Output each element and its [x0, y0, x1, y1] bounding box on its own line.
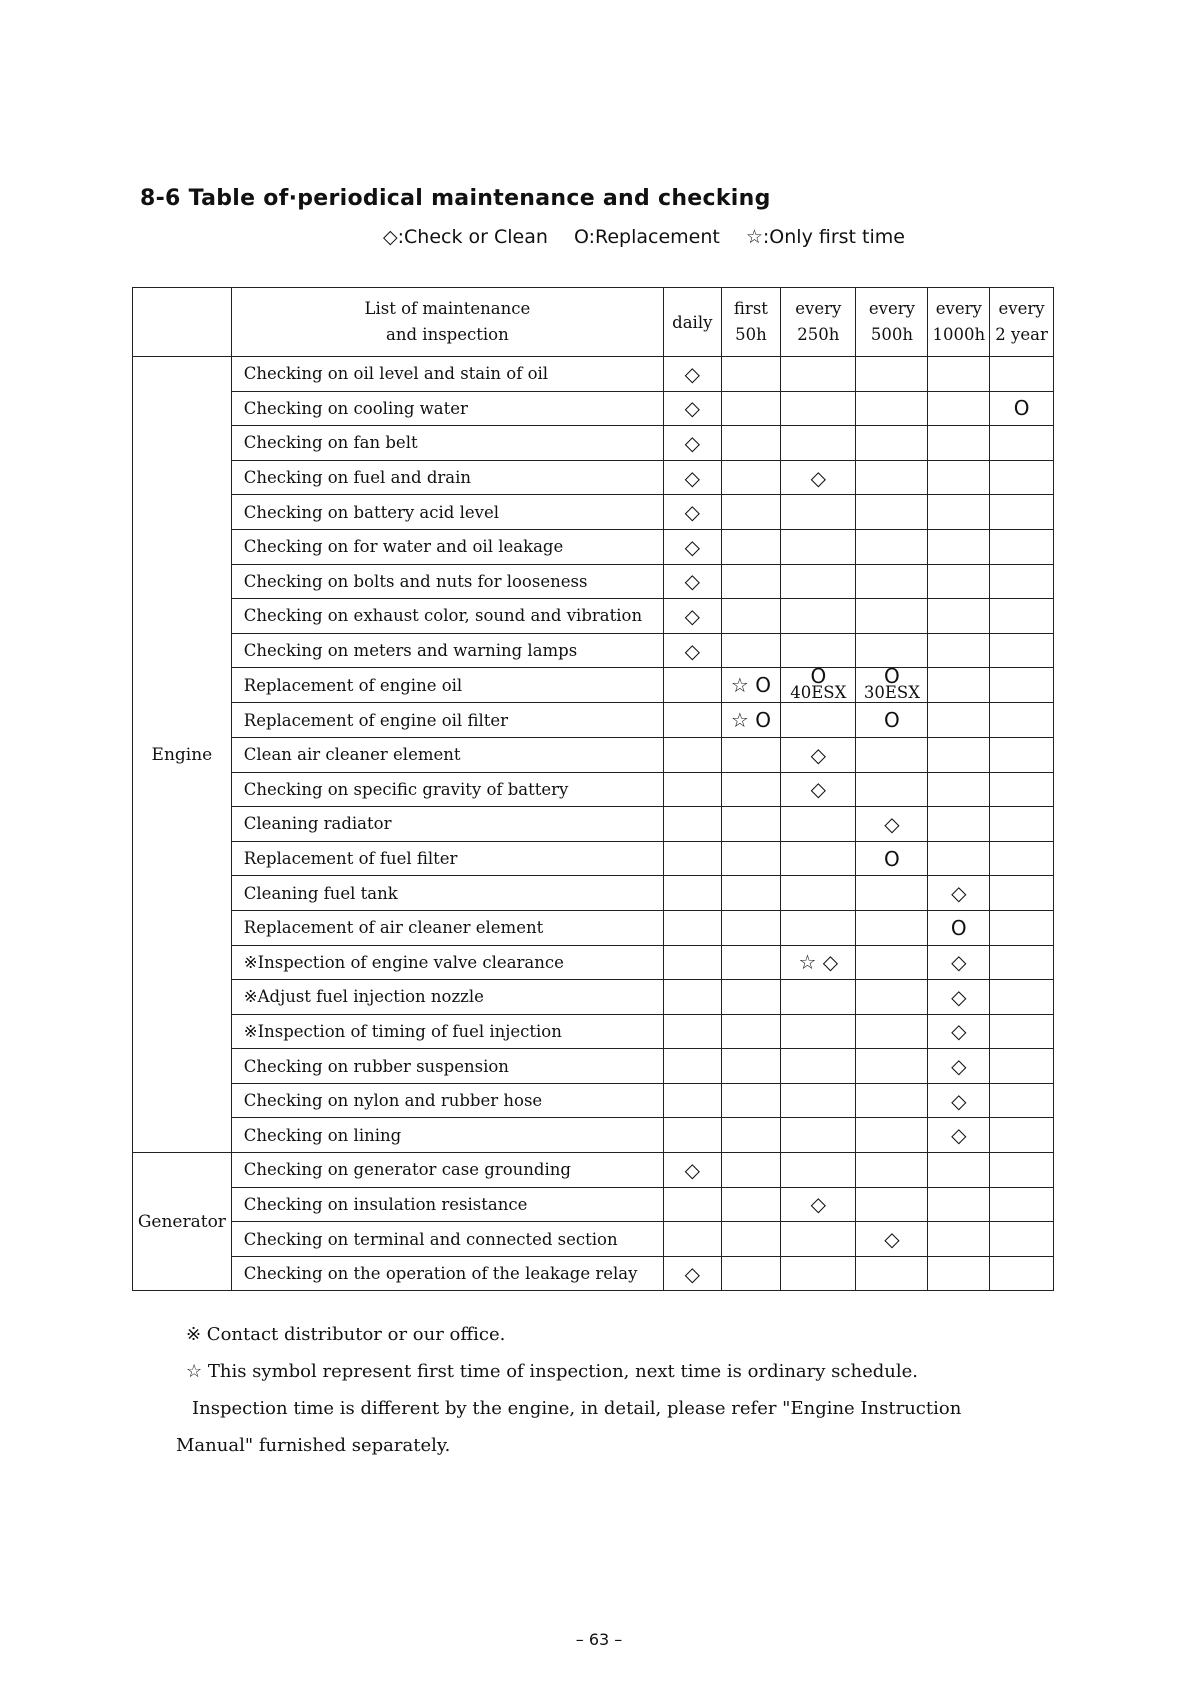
header-first-50h-line1: first: [733, 299, 768, 318]
mark-first-50h: [721, 876, 781, 911]
table-row: [133, 1083, 1054, 1118]
table-row: [133, 703, 1054, 738]
page-number: – 63 –: [575, 1630, 623, 1649]
mark-first-50h: [721, 564, 781, 599]
mark-first-50h: [721, 1222, 781, 1257]
mark-symbol: ◇: [884, 811, 900, 836]
table-row: [133, 980, 1054, 1015]
mark-every-1000h: [928, 426, 990, 461]
table-row: [133, 495, 1054, 530]
mark-symbol: ◇: [684, 465, 700, 490]
table-row: [133, 599, 1054, 634]
mark-every-2-year: [990, 1049, 1054, 1084]
mark-every-250h: [781, 737, 856, 772]
mark-every-1000h: [928, 945, 990, 980]
section-title: 8-6 Table of·periodical maintenance and checking: [140, 186, 771, 211]
mark-every-2-year: [990, 633, 1054, 668]
header-every-250h-line2: 250h: [797, 325, 840, 344]
footnote-first-time: ☆ This symbol represent first time of inspection, next time is ordinary schedule.: [186, 1361, 918, 1382]
mark-every-2-year: [990, 1187, 1054, 1222]
mark-every-250h: [781, 529, 856, 564]
mark-symbol: O: [884, 664, 900, 689]
mark-symbol: ☆ O: [730, 673, 771, 698]
mark-symbol: ◇: [951, 1019, 967, 1044]
mark-first-50h: [721, 529, 781, 564]
mark-every-500h: [856, 460, 928, 495]
mark-every-1000h: [928, 910, 990, 945]
mark-every-1000h: [928, 633, 990, 668]
mark-every-500h: [856, 599, 928, 634]
item-label: Checking on bolts and nuts for looseness: [231, 564, 663, 599]
mark-daily: [663, 495, 721, 530]
mark-every-1000h: [928, 460, 990, 495]
table-row: [133, 807, 1054, 842]
mark-every-2-year: [990, 357, 1054, 392]
mark-every-1000h: [928, 703, 990, 738]
mark-daily: [663, 737, 721, 772]
mark-every-250h: [781, 1222, 856, 1257]
header-list-line1: List of maintenance: [364, 299, 531, 318]
legend-check: ◇:Check or Clean: [383, 226, 548, 248]
mark-every-2-year: [990, 1153, 1054, 1188]
mark-every-500h: [856, 980, 928, 1015]
item-label: Checking on fuel and drain: [231, 460, 663, 495]
symbol-legend: [383, 226, 925, 248]
mark-every-250h: [781, 1014, 856, 1049]
mark-every-1000h: [928, 1049, 990, 1084]
mark-every-2-year: [990, 1222, 1054, 1257]
mark-every-250h: [781, 703, 856, 738]
mark-every-250h: [781, 1153, 856, 1188]
mark-every-1000h: [928, 1256, 990, 1291]
mark-symbol: ◇: [951, 984, 967, 1009]
mark-every-250h: [781, 876, 856, 911]
mark-every-1000h: [928, 1014, 990, 1049]
mark-every-500h: [856, 664, 928, 703]
mark-first-50h: [721, 460, 781, 495]
header-first-50h: [721, 288, 781, 357]
mark-every-1000h: [928, 564, 990, 599]
table-row: [133, 841, 1054, 876]
item-label: Checking on fan belt: [231, 426, 663, 461]
mark-every-1000h: [928, 1222, 990, 1257]
mark-symbol: ◇: [684, 534, 700, 559]
mark-every-500h: [856, 807, 928, 842]
mark-daily: [663, 633, 721, 668]
header-every-2-year-line2: 2 year: [995, 325, 1048, 344]
mark-symbol: ☆ ◇: [798, 950, 839, 975]
mark-every-500h: [856, 1256, 928, 1291]
mark-every-500h: [856, 391, 928, 426]
mark-every-250h: [781, 633, 856, 668]
mark-every-1000h: [928, 807, 990, 842]
mark-every-1000h: [928, 1187, 990, 1222]
mark-every-1000h: [928, 980, 990, 1015]
item-label: Checking on for water and oil leakage: [231, 529, 663, 564]
table-row: [133, 391, 1054, 426]
table-row: [133, 529, 1054, 564]
mark-every-250h: [781, 357, 856, 392]
mark-every-2-year: [990, 1014, 1054, 1049]
mark-every-250h: [781, 460, 856, 495]
mark-first-50h: [721, 1187, 781, 1222]
table-header-row: [133, 288, 1054, 357]
mark-first-50h: [721, 910, 781, 945]
table-row: [133, 1187, 1054, 1222]
mark-first-50h: [721, 772, 781, 807]
legend-replacement: O:Replacement: [573, 226, 720, 248]
table-row: [133, 1014, 1054, 1049]
mark-symbol: ☆ O: [730, 708, 771, 733]
mark-every-2-year: [990, 910, 1054, 945]
mark-first-50h: [721, 1014, 781, 1049]
mark-every-2-year: [990, 980, 1054, 1015]
mark-symbol: ◇: [684, 430, 700, 455]
mark-every-2-year: [990, 737, 1054, 772]
item-label: Checking on specific gravity of battery: [231, 772, 663, 807]
mark-daily: [663, 772, 721, 807]
item-label: Checking on the operation of the leakage relay: [231, 1256, 663, 1291]
header-every-2-year-line1: every: [998, 299, 1045, 318]
mark-symbol: ◇: [951, 881, 967, 906]
table-row: [133, 460, 1054, 495]
table-row: [133, 910, 1054, 945]
mark-daily: [663, 1049, 721, 1084]
mark-every-500h: [856, 772, 928, 807]
mark-every-1000h: [928, 357, 990, 392]
mark-first-50h: [721, 1083, 781, 1118]
mark-every-2-year: [990, 668, 1054, 703]
table-row: [133, 1049, 1054, 1084]
header-first-50h-line2: 50h: [735, 325, 767, 344]
mark-every-250h: [781, 426, 856, 461]
header-list: [231, 288, 663, 357]
mark-symbol: ◇: [684, 638, 700, 663]
mark-every-2-year: [990, 426, 1054, 461]
table-row: [133, 1153, 1054, 1188]
item-label: Clean air cleaner element: [231, 737, 663, 772]
footnotes: [176, 1316, 962, 1464]
header-every-2-year: [990, 288, 1054, 357]
mark-daily: [663, 807, 721, 842]
mark-daily: [663, 910, 721, 945]
table-row: [133, 1118, 1054, 1153]
mark-every-1000h: [928, 1083, 990, 1118]
table-row: [133, 564, 1054, 599]
mark-every-1000h: [928, 841, 990, 876]
mark-daily: [663, 564, 721, 599]
item-label: Replacement of fuel filter: [231, 841, 663, 876]
mark-every-1000h: [928, 876, 990, 911]
mark-every-250h: [781, 391, 856, 426]
mark-every-250h: [781, 564, 856, 599]
item-label: Checking on rubber suspension: [231, 1049, 663, 1084]
mark-every-1000h: [928, 772, 990, 807]
header-every-500h-line2: 500h: [870, 325, 913, 344]
mark-every-1000h: [928, 495, 990, 530]
item-label: Checking on terminal and connected section: [231, 1222, 663, 1257]
item-label: Checking on meters and warning lamps: [231, 633, 663, 668]
mark-daily: [663, 1187, 721, 1222]
mark-every-2-year: [990, 1083, 1054, 1118]
mark-every-250h: [781, 1049, 856, 1084]
item-label: Replacement of air cleaner element: [231, 910, 663, 945]
mark-every-500h: [856, 841, 928, 876]
mark-daily: [663, 1153, 721, 1188]
item-label: Checking on generator case grounding: [231, 1153, 663, 1188]
mark-every-500h: [856, 876, 928, 911]
mark-every-2-year: [990, 841, 1054, 876]
mark-daily: [663, 1222, 721, 1257]
mark-every-250h: [781, 1118, 856, 1153]
legend-first-time: ☆:Only first time: [745, 226, 905, 248]
mark-symbol: ◇: [951, 1054, 967, 1079]
mark-daily: [663, 599, 721, 634]
item-label: Checking on insulation resistance: [231, 1187, 663, 1222]
mark-every-1000h: [928, 668, 990, 703]
maintenance-table: [132, 287, 1054, 1291]
mark-daily: [663, 945, 721, 980]
mark-every-500h: [856, 1118, 928, 1153]
mark-every-500h: [856, 633, 928, 668]
mark-every-250h: [781, 980, 856, 1015]
mark-every-1000h: [928, 737, 990, 772]
mark-every-1000h: [928, 1153, 990, 1188]
mark-symbol: ◇: [810, 742, 827, 767]
mark-every-500h: [856, 1187, 928, 1222]
mark-daily: [663, 668, 721, 703]
mark-symbol: ◇: [684, 1157, 700, 1182]
mark-daily: [663, 841, 721, 876]
mark-first-50h: [721, 807, 781, 842]
mark-every-500h: [856, 910, 928, 945]
mark-model-note: 30ESX: [863, 683, 920, 703]
mark-every-250h: [781, 1256, 856, 1291]
mark-every-250h: [781, 1187, 856, 1222]
mark-first-50h: [721, 703, 781, 738]
mark-symbol: ◇: [684, 569, 700, 594]
mark-first-50h: [721, 668, 781, 703]
mark-symbol: ◇: [684, 396, 700, 421]
mark-every-2-year: [990, 772, 1054, 807]
item-label: ※Inspection of engine valve clearance: [231, 945, 663, 980]
mark-daily: [663, 703, 721, 738]
mark-first-50h: [721, 737, 781, 772]
mark-every-500h: [856, 564, 928, 599]
table-row: [133, 945, 1054, 980]
mark-symbol: O: [950, 915, 967, 940]
item-label: Replacement of engine oil: [231, 668, 663, 703]
mark-symbol: ◇: [684, 603, 700, 628]
header-every-1000h: [928, 288, 990, 357]
mark-symbol: ◇: [684, 500, 700, 525]
item-label: Checking on battery acid level: [231, 495, 663, 530]
mark-every-2-year: [990, 495, 1054, 530]
mark-every-500h: [856, 529, 928, 564]
mark-every-500h: [856, 1222, 928, 1257]
header-every-500h-line1: every: [868, 299, 915, 318]
mark-first-50h: [721, 495, 781, 530]
mark-every-1000h: [928, 529, 990, 564]
mark-daily: [663, 1014, 721, 1049]
mark-every-500h: [856, 703, 928, 738]
mark-every-500h: [856, 357, 928, 392]
mark-every-500h: [856, 1014, 928, 1049]
mark-every-250h: [781, 945, 856, 980]
mark-every-500h: [856, 1083, 928, 1118]
table-row: [133, 772, 1054, 807]
item-label: Checking on oil level and stain of oil: [231, 357, 663, 392]
mark-every-250h: [781, 910, 856, 945]
mark-symbol: ◇: [810, 465, 827, 490]
mark-symbol: ◇: [951, 1123, 967, 1148]
mark-every-500h: [856, 1049, 928, 1084]
mark-first-50h: [721, 1153, 781, 1188]
mark-first-50h: [721, 391, 781, 426]
mark-symbol: ◇: [810, 1192, 827, 1217]
table-row: [133, 426, 1054, 461]
table-row: [133, 668, 1054, 703]
item-label: Cleaning fuel tank: [231, 876, 663, 911]
mark-every-500h: [856, 1153, 928, 1188]
mark-symbol: ◇: [951, 1088, 967, 1113]
mark-every-250h: [781, 664, 856, 703]
header-every-500h: [856, 288, 928, 357]
mark-every-250h: [781, 841, 856, 876]
footnote-manual: Manual" furnished separately.: [176, 1435, 451, 1456]
mark-every-2-year: [990, 564, 1054, 599]
mark-symbol: ◇: [951, 950, 967, 975]
group-generator: Generator: [133, 1153, 232, 1291]
mark-first-50h: [721, 1118, 781, 1153]
table-row: [133, 1222, 1054, 1257]
header-every-1000h-line1: every: [935, 299, 982, 318]
header-group-cell: [133, 288, 232, 357]
mark-daily: [663, 1083, 721, 1118]
table-row: [133, 357, 1054, 392]
footnote-inspection-time: Inspection time is different by the engine, in detail, please refer "Engine Instruction: [192, 1398, 962, 1419]
mark-every-250h: [781, 599, 856, 634]
mark-daily: [663, 876, 721, 911]
mark-every-2-year: [990, 945, 1054, 980]
mark-symbol: O: [884, 846, 900, 871]
mark-first-50h: [721, 426, 781, 461]
mark-first-50h: [721, 841, 781, 876]
mark-daily: [663, 391, 721, 426]
mark-symbol: ◇: [810, 777, 827, 802]
mark-every-1000h: [928, 391, 990, 426]
mark-first-50h: [721, 1049, 781, 1084]
mark-symbol: ◇: [884, 1227, 900, 1252]
mark-daily: [663, 529, 721, 564]
header-every-1000h-line2: 1000h: [932, 325, 986, 344]
item-label: Checking on lining: [231, 1118, 663, 1153]
header-every-250h: [781, 288, 856, 357]
mark-every-500h: [856, 495, 928, 530]
mark-every-250h: [781, 807, 856, 842]
mark-model-note: 40ESX: [790, 683, 847, 703]
mark-daily: [663, 1118, 721, 1153]
mark-symbol: ◇: [684, 361, 700, 386]
table-row: [133, 876, 1054, 911]
mark-every-1000h: [928, 1118, 990, 1153]
mark-every-2-year: [990, 599, 1054, 634]
mark-every-500h: [856, 737, 928, 772]
mark-daily: [663, 357, 721, 392]
mark-first-50h: [721, 1256, 781, 1291]
mark-symbol: ◇: [684, 1261, 700, 1286]
mark-every-2-year: [990, 703, 1054, 738]
header-list-line2: and inspection: [386, 325, 509, 344]
mark-symbol: O: [1013, 396, 1030, 421]
mark-first-50h: [721, 357, 781, 392]
item-label: ※Adjust fuel injection nozzle: [231, 980, 663, 1015]
item-label: Cleaning radiator: [231, 807, 663, 842]
mark-every-2-year: [990, 391, 1054, 426]
table-row: [133, 633, 1054, 668]
mark-first-50h: [721, 945, 781, 980]
mark-daily: [663, 460, 721, 495]
item-label: Checking on cooling water: [231, 391, 663, 426]
table-row: [133, 737, 1054, 772]
mark-every-1000h: [928, 599, 990, 634]
mark-every-2-year: [990, 460, 1054, 495]
item-label: Checking on nylon and rubber hose: [231, 1083, 663, 1118]
mark-every-2-year: [990, 1256, 1054, 1291]
mark-every-250h: [781, 772, 856, 807]
mark-first-50h: [721, 633, 781, 668]
mark-symbol: O: [810, 664, 827, 689]
mark-every-500h: [856, 945, 928, 980]
mark-every-500h: [856, 426, 928, 461]
header-daily: daily: [663, 288, 721, 357]
mark-every-250h: [781, 1083, 856, 1118]
mark-daily: [663, 1256, 721, 1291]
mark-every-250h: [781, 495, 856, 530]
mark-first-50h: [721, 599, 781, 634]
mark-every-2-year: [990, 529, 1054, 564]
mark-every-2-year: [990, 807, 1054, 842]
mark-first-50h: [721, 980, 781, 1015]
header-every-250h-line1: every: [795, 299, 842, 318]
mark-every-2-year: [990, 1118, 1054, 1153]
group-engine: Engine: [133, 357, 232, 1153]
item-label: Checking on exhaust color, sound and vibration: [231, 599, 663, 634]
item-label: Replacement of engine oil filter: [231, 703, 663, 738]
mark-daily: [663, 426, 721, 461]
table-row: [133, 1256, 1054, 1291]
mark-daily: [663, 980, 721, 1015]
mark-every-2-year: [990, 876, 1054, 911]
item-label: ※Inspection of timing of fuel injection: [231, 1014, 663, 1049]
footnote-contact: ※ Contact distributor or our office.: [186, 1324, 506, 1345]
mark-symbol: O: [884, 708, 900, 733]
